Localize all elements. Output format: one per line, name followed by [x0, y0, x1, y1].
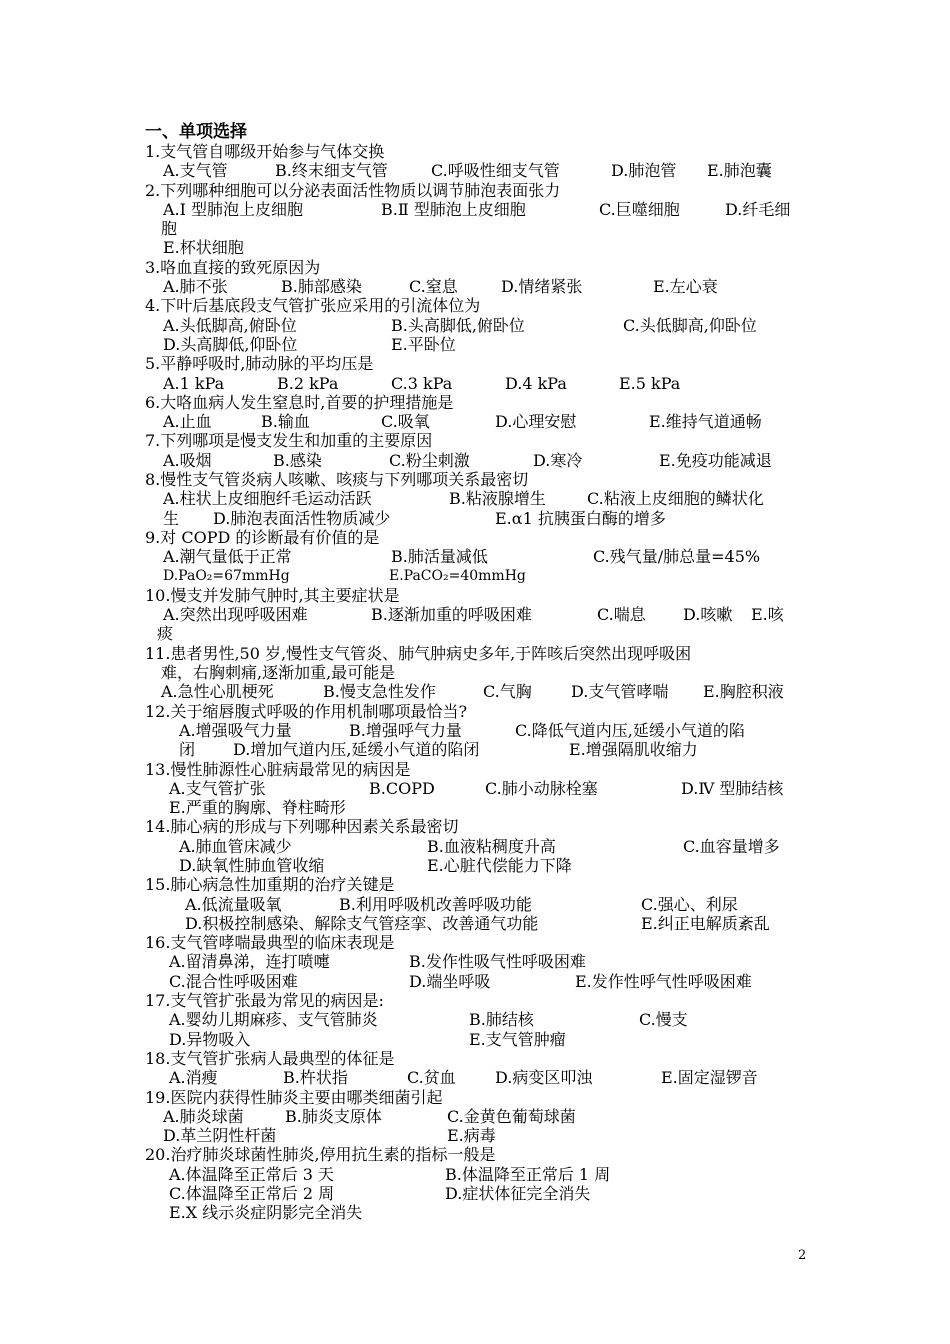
option-line — [145, 451, 810, 470]
option-c: C.肺小动脉栓塞 — [485, 778, 598, 798]
section-title: 一、单项选择 — [145, 122, 247, 142]
option-e: E.纠正电解质紊乱 — [641, 913, 770, 933]
option-c: C.混合性呼吸困难 — [169, 971, 298, 991]
option-d: D.端坐呼吸 — [409, 971, 491, 991]
option-line — [145, 740, 810, 759]
option-c: C.强心、利尿 — [641, 894, 738, 914]
option-b: B.2 kPa — [277, 373, 339, 393]
option-a: A.消瘦 — [169, 1068, 218, 1088]
option-c: C.头低脚高,仰卧位 — [623, 315, 757, 335]
question-stem: 19.医院内获得性肺炎主要由哪类细菌引起 — [145, 1087, 443, 1107]
option-line — [145, 895, 810, 914]
option-e: E.α1 抗胰蛋白酶的增多 — [495, 508, 666, 528]
option-e: E.病毒 — [447, 1126, 496, 1146]
option-c: C.呼吸性细支气管 — [431, 161, 560, 181]
option-c: C.慢支 — [639, 1010, 688, 1030]
option-a: A.体温降至正常后 3 天 — [169, 1164, 334, 1184]
option-a: A.吸烟 — [163, 450, 212, 470]
option-c: C.降低气道内压,延缓小气道的陷 — [515, 720, 745, 740]
option-b: B.肺结核 — [469, 1010, 534, 1030]
question-stem-continued: 难，右胸刺痛,逐渐加重,最可能是 — [161, 663, 396, 683]
question-stem: 14.肺心病的形成与下列哪种因素关系最密切 — [145, 817, 459, 837]
option-line — [145, 412, 810, 431]
option-b: B.增强呼气力量 — [349, 720, 462, 740]
option-e: E.左心衰 — [653, 277, 718, 297]
option-d: D.支气管哮喘 — [571, 682, 669, 702]
option-line — [145, 1126, 810, 1145]
option-c: C.粘液上皮细胞的鳞状化 — [587, 489, 764, 509]
question-stem: 16.支气管哮喘最典型的临床表现是 — [145, 933, 395, 953]
option-c: C.气胸 — [483, 682, 532, 702]
question-stem: 9.对 COPD 的诊断最有价值的是 — [145, 527, 380, 547]
option-d: D.头高脚低,仰卧位 — [163, 334, 298, 354]
option-d: D.情绪紧张 — [501, 277, 583, 297]
option-a: A.急性心肌梗死 — [161, 682, 274, 702]
option-c: C.窒息 — [409, 277, 458, 297]
option-a: A.肺炎球菌 — [163, 1106, 244, 1126]
option-b: B.COPD — [369, 778, 435, 798]
option-d: D.症状体征完全消失 — [445, 1184, 591, 1204]
option-d: D.增加气道内压,延缓小气道的陷闭 — [233, 740, 480, 760]
option-a: A.婴幼儿期麻疹、支气管肺炎 — [169, 1010, 378, 1030]
question-list — [145, 122, 810, 1223]
option-line — [145, 374, 810, 393]
option-e: E.免疫功能减退 — [659, 450, 772, 470]
option-c: C.金黄色葡萄球菌 — [447, 1106, 576, 1126]
option-b: B.肺炎支原体 — [285, 1106, 382, 1126]
option-d: D.肺泡管 — [611, 161, 677, 181]
option-line — [145, 200, 810, 219]
option-c: C.血容量增多 — [683, 836, 780, 856]
option-b: B.感染 — [273, 450, 322, 470]
option-b: B.慢支急性发作 — [323, 682, 436, 702]
question-stem: 11.患者男性,50 岁,慢性支气管炎、肺气肿病史多年,于阵咳后突然出现呼吸困 — [145, 643, 692, 663]
option-b: B.杵状指 — [283, 1068, 348, 1088]
option-wrap: 胞 — [161, 219, 178, 239]
option-wrap: 生 — [163, 508, 180, 528]
option-line — [145, 509, 810, 528]
option-d: D.革兰阴性杆菌 — [163, 1126, 277, 1146]
question-stem: 1.支气管自哪级开始参与气体交换 — [145, 142, 385, 161]
option-line — [145, 489, 810, 508]
option-line — [145, 914, 810, 933]
option-line — [145, 682, 810, 701]
option-e: E.咳 — [751, 605, 784, 625]
option-a: A.留清鼻涕，连打喷嚏 — [169, 952, 330, 972]
question-stem: 8.慢性支气管炎病人咳嗽、咳痰与下列哪项关系最密切 — [145, 470, 529, 490]
option-line — [145, 335, 810, 354]
question-stem: 5.平静呼吸时,肺动脉的平均压是 — [145, 354, 374, 374]
option-d: D.4 kPa — [505, 373, 567, 393]
option-a: A.突然出现呼吸困难 — [163, 605, 308, 625]
option-a: A.柱状上皮细胞纤毛运动活跃 — [163, 489, 372, 509]
option-d: D.缺氧性肺血管收缩 — [179, 855, 325, 875]
question-stem: 12.关于缩唇腹式呼吸的作用机制哪项最恰当? — [145, 701, 468, 721]
option-d: D.肺泡表面活性物质减少 — [213, 508, 391, 528]
option-e: E.发作性呼气性呼吸困难 — [575, 971, 752, 991]
question-stem: 6.大咯血病人发生窒息时,首要的护理措施是 — [145, 392, 454, 412]
option-d: D.PaO₂=67mmHg — [163, 567, 290, 584]
option-line — [145, 721, 810, 740]
option-wrap: 痰 — [157, 624, 174, 644]
option-b: B.终末细支气管 — [275, 161, 388, 181]
question-stem: 13.慢性肺源性心脏病最常见的病因是 — [145, 759, 411, 779]
option-c: C.残气量/肺总量=45% — [593, 547, 761, 567]
option-line — [145, 1165, 810, 1184]
option-a: A.潮气量低于正常 — [163, 547, 292, 567]
option-line — [145, 161, 810, 180]
option-line — [145, 277, 810, 296]
question-stem: 7.下列哪项是慢支发生和加重的主要原因 — [145, 431, 433, 451]
option-c: C.吸氧 — [381, 412, 430, 432]
option-c: C.粉尘刺激 — [389, 450, 470, 470]
option-e: E.心脏代偿能力下降 — [427, 855, 572, 875]
option-line — [145, 779, 810, 798]
option-c: C.体温降至正常后 2 周 — [169, 1184, 335, 1204]
option-d: D.积极控制感染、解除支气管痉挛、改善通气功能 — [185, 913, 539, 933]
option-e: E.严重的胸廓、脊柱畸形 — [169, 798, 346, 818]
option-line — [145, 1107, 810, 1126]
question-stem: 15.肺心病急性加重期的治疗关键是 — [145, 875, 395, 895]
option-e: E.PaCO₂=40mmHg — [389, 567, 526, 584]
question-stem: 17.支气管扩张最为常见的病因是: — [145, 991, 384, 1011]
option-e: E.胸腔积液 — [703, 682, 784, 702]
question-stem: 4.下叶后基底段支气管扩张应采用的引流体位为 — [145, 296, 481, 316]
option-a: A.止血 — [163, 412, 212, 432]
option-a: A.肺血管床减少 — [179, 836, 292, 856]
option-d: D.心理安慰 — [495, 412, 577, 432]
option-b: B.Ⅱ 型肺泡上皮细胞 — [381, 199, 526, 219]
option-a: A.支气管 — [163, 161, 228, 181]
option-wrap: 闭 — [179, 740, 196, 760]
option-e: E.维持气道通畅 — [649, 412, 762, 432]
option-c: C.喘息 — [597, 605, 646, 625]
option-b: B.输血 — [261, 412, 310, 432]
option-e: E.增强隔肌收缩力 — [569, 740, 698, 760]
option-line — [145, 1010, 810, 1029]
option-b: B.发作性吸气性呼吸困难 — [409, 952, 586, 972]
option-e: E.平卧位 — [391, 334, 456, 354]
option-line — [145, 567, 810, 586]
question-stem: 3.咯血直接的致死原因为 — [145, 257, 321, 277]
option-d: D.纤毛细 — [725, 199, 791, 219]
option-e: E.肺泡囊 — [707, 161, 772, 181]
option-line — [145, 856, 810, 875]
option-a: A.头低脚高,俯卧位 — [163, 315, 297, 335]
option-line — [145, 316, 810, 335]
question-stem: 2.下列哪种细胞可以分泌表面活性物质以调节肺泡表面张力 — [145, 180, 561, 200]
option-line — [145, 972, 810, 991]
option-c: C.巨噬细胞 — [599, 199, 680, 219]
option-line — [145, 547, 810, 566]
question-stem: 10.慢支并发肺气肿时,其主要症状是 — [145, 585, 400, 605]
option-d: D.寒冷 — [533, 450, 583, 470]
option-d: D.异物吸入 — [169, 1029, 251, 1049]
option-d: D.咳嗽 — [683, 605, 733, 625]
option-e: E.X 线示炎症阴影完全消失 — [169, 1203, 363, 1223]
question-stem: 20.治疗肺炎球菌性肺炎,停用抗生素的指标一般是 — [145, 1145, 496, 1165]
option-line — [145, 952, 810, 971]
question-stem: 18.支气管扩张病人最典型的体征是 — [145, 1048, 395, 1068]
option-e: E.固定湿锣音 — [661, 1068, 758, 1088]
option-line — [145, 1068, 810, 1087]
option-line — [145, 605, 810, 624]
option-a: A.1 kPa — [163, 373, 225, 393]
option-b: B.粘液腺增生 — [449, 489, 546, 509]
option-b: B.头高脚低,俯卧位 — [391, 315, 525, 335]
option-b: B.逐渐加重的呼吸困难 — [371, 605, 532, 625]
option-c: C.贫血 — [407, 1068, 456, 1088]
option-line — [145, 1184, 810, 1203]
option-c: C.3 kPa — [391, 373, 453, 393]
option-b: B.利用呼吸机改善呼吸功能 — [339, 894, 532, 914]
option-e: E.支气管肿瘤 — [469, 1029, 566, 1049]
option-e: E.杯状细胞 — [163, 238, 244, 258]
option-d: D.病变区叩浊 — [495, 1068, 593, 1088]
option-line — [145, 837, 810, 856]
option-a: A.增强吸气力量 — [179, 720, 292, 740]
page-number: 2 — [798, 1248, 807, 1263]
option-a: A.低流量吸氧 — [185, 894, 282, 914]
option-a: A.肺不张 — [163, 277, 228, 297]
option-b: B.肺部感染 — [281, 277, 362, 297]
option-e: E.5 kPa — [619, 373, 681, 393]
option-line — [145, 1030, 810, 1049]
option-b: B.肺活量减低 — [391, 547, 488, 567]
option-d: D.Ⅳ 型肺结核 — [681, 778, 784, 798]
option-b: B.血液粘稠度升高 — [427, 836, 556, 856]
option-a: A.支气管扩张 — [169, 778, 266, 798]
option-b: B.体温降至正常后 1 周 — [445, 1164, 611, 1184]
option-a: A.Ⅰ 型肺泡上皮细胞 — [163, 199, 304, 219]
